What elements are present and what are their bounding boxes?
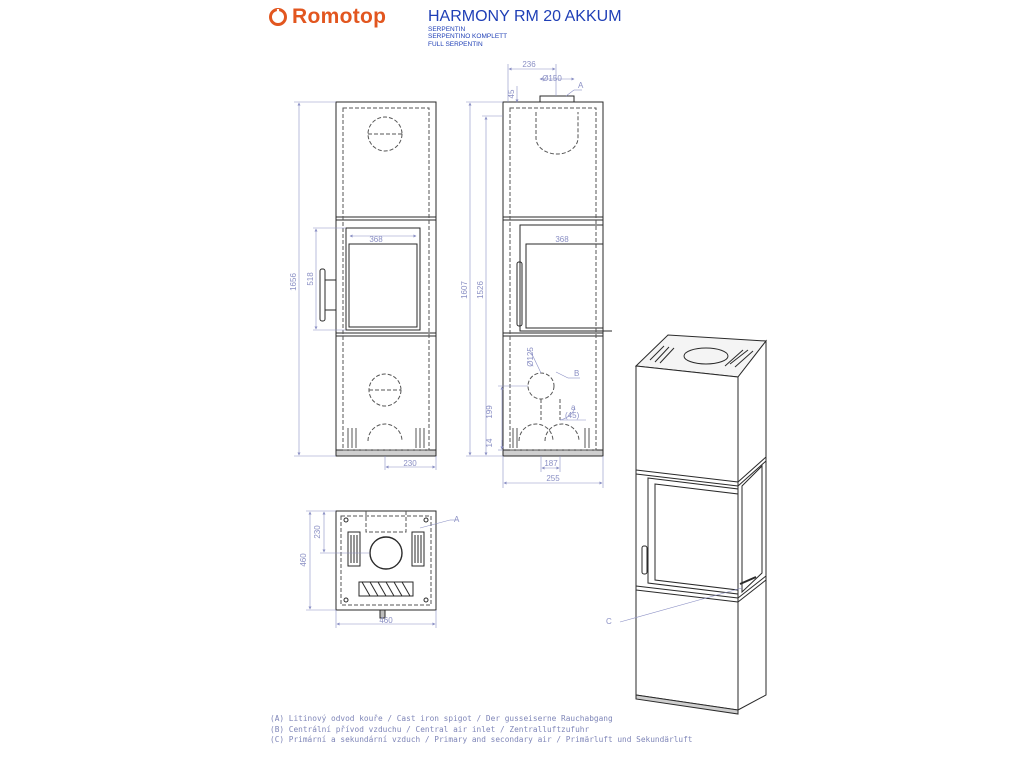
top-callout-a: A — [454, 515, 460, 524]
side-inlet-height-label: 199 — [485, 405, 494, 419]
side-callout-b: B — [574, 369, 580, 378]
side-body — [503, 102, 603, 456]
side-angle-label: a — [571, 403, 576, 412]
front-door-frame — [346, 228, 420, 330]
iso-view — [606, 335, 766, 714]
front-plinth — [336, 450, 436, 456]
brand-name: Romotop — [292, 5, 387, 28]
legend-item-b: (B) Centrální přívod vzduchu / Central air inlet / Zentralluftzufuhr — [270, 724, 590, 734]
front-inner-outline — [343, 108, 429, 450]
page-title: HARMONY RM 20 AKKUM — [428, 8, 622, 25]
iso-callout-c: C — [606, 617, 612, 626]
front-door-handle — [320, 269, 325, 321]
top-depth-half-label: 230 — [313, 525, 322, 539]
legend-item-c: (C) Primární a sekundární vzduch / Primary and secondary air / Primärluft und Sekundärluft — [270, 735, 693, 745]
top-right-air-slots — [412, 532, 424, 566]
side-top-width-label: 236 — [522, 60, 536, 69]
top-depth-label: 460 — [299, 553, 308, 567]
front-glass — [349, 244, 417, 327]
side-flue-spigot — [540, 96, 574, 102]
side-height-1-label: 1607 — [460, 281, 469, 299]
side-foot-height-label: 14 — [485, 438, 494, 448]
top-central-inlet — [370, 537, 402, 569]
front-door-height-label: 518 — [306, 272, 315, 286]
romotop-ring-logo-icon — [268, 7, 288, 27]
side-flue-offset-label: 45 — [507, 89, 516, 99]
side-depth-1-label: 187 — [544, 459, 558, 468]
top-front-grate — [359, 582, 413, 596]
top-width-label: 460 — [379, 616, 393, 625]
front-glass-width-label: 368 — [369, 235, 383, 244]
side-view — [460, 60, 612, 488]
front-flue-hidden — [368, 117, 402, 151]
title-block — [428, 8, 622, 48]
top-flue-collar — [366, 511, 406, 532]
side-angle-value: (45) — [565, 411, 580, 420]
side-depth-2-label: 255 — [546, 474, 560, 483]
subtitle-line: SERPENTIN — [428, 26, 466, 33]
subtitle-line: SERPENTINO KOMPLETT — [428, 33, 508, 41]
side-callout-a: A — [578, 81, 584, 90]
side-flue-diameter-label: Ø150 — [542, 74, 562, 83]
side-height-2-label: 1526 — [476, 281, 485, 299]
side-air-inlet-hidden — [528, 373, 554, 399]
side-plinth — [503, 450, 603, 456]
side-glass — [526, 244, 603, 328]
side-inlet-diameter-label: Ø125 — [526, 347, 535, 367]
legend-item-a: (A) Litinový odvod kouře / Cast iron spigot / Der gusseiserne Rauchabgang — [270, 714, 613, 723]
front-height-label: 1656 — [289, 273, 298, 291]
top-left-air-slots — [348, 532, 360, 566]
front-inlet-offset-label: 230 — [403, 459, 417, 468]
legend — [270, 714, 692, 746]
iso-front-face — [636, 366, 738, 710]
front-body — [336, 102, 436, 456]
romotop-logo — [268, 4, 386, 30]
top-view — [299, 511, 460, 628]
side-glass-width-label: 368 — [555, 235, 569, 244]
subtitle-line: FULL SERPENTIN — [428, 40, 483, 48]
front-view — [289, 102, 436, 470]
